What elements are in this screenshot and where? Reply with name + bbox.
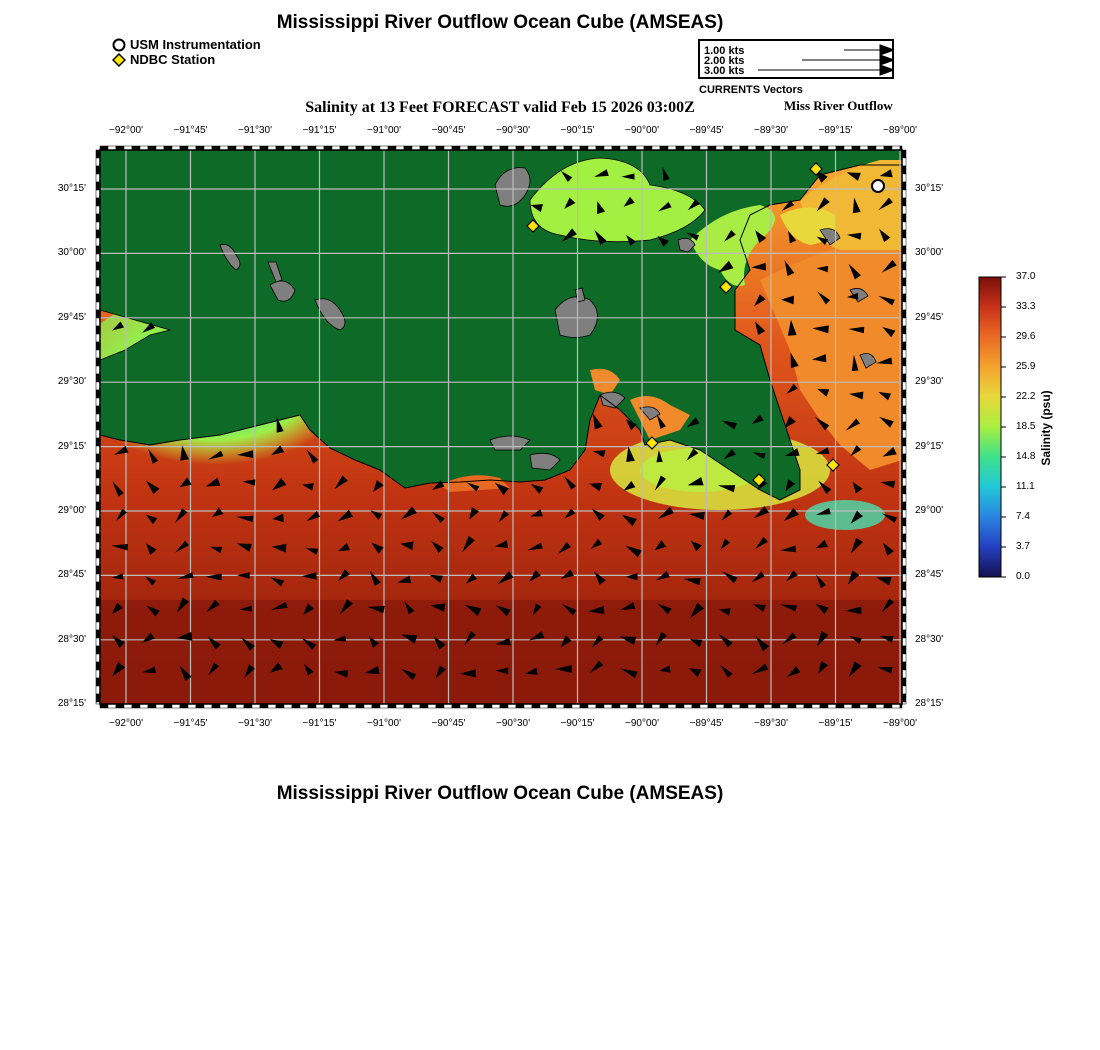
vector-key-row: 3.00 kts [704,65,745,77]
vector-key-row: 2.00 kts [704,55,745,67]
lon-tick-label: −89°00' [883,718,917,729]
lat-tick-label: 29°00' [57,505,86,516]
lat-tick-label: 30°00' [915,247,944,259]
lon-tick-label: −91°45' [173,718,208,729]
map-subtitle: Salinity at 13 Feet FORECAST valid Feb 15 2026 03:00Z [305,99,695,116]
lat-tick-label: 29°15' [915,440,944,452]
colorbar-title: Salinity (psu) [1039,390,1053,466]
lon-tick-label: −92°00' [109,718,143,729]
lon-tick-label: −90°30' [496,718,530,729]
colorbar-tick-label: 29.6 [1016,331,1036,342]
colorbar [970,270,1020,585]
lon-tick-label: −89°45' [689,718,724,729]
colorbar-tick-label: 0.0 [1016,571,1030,582]
lon-tick-label: −91°30' [238,718,272,729]
lon-tick-label: −90°30' [496,125,530,136]
lat-tick-label: 28°15' [57,698,86,710]
open-circle-icon [872,180,884,192]
lon-tick-label: −91°45' [173,125,208,136]
lat-tick-label: 28°45' [915,569,944,581]
colorbar-tick-label: 18.5 [1016,421,1036,432]
lon-tick-label: −91°30' [238,125,272,136]
lat-tick-label: 30°15' [57,183,86,194]
colorbar-tick-label: 11.1 [1016,481,1035,492]
colorbar-tick-label: 14.8 [1016,451,1036,462]
lon-tick-label: −91°00' [367,718,401,729]
map-title: Mississippi River Outflow Ocean Cube (AMSEAS) [276,12,724,33]
legend-ndbc-label: NDBC Station [130,52,216,67]
lon-tick-label: −89°30' [754,125,788,136]
region-label: Miss River Outflow [784,98,893,113]
lat-tick-label: 29°00' [915,505,944,516]
lat-tick-label: 29°45' [57,311,86,323]
colorbar-tick-label: 22.2 [1016,391,1036,402]
lon-tick-label: −90°00' [625,718,659,729]
lat-tick-label: 28°15' [915,698,944,710]
lat-tick-label: 28°30' [915,633,944,645]
lon-tick-label: −90°15' [560,718,595,729]
lat-tick-label: 29°45' [915,311,944,323]
colorbar-tick-label: 37.0 [1016,271,1036,282]
lon-tick-label: −91°15' [302,718,337,729]
map-title-2: Mississippi River Outflow Ocean Cube (AMSEAS) [276,783,724,804]
lat-tick-label: 28°45' [57,569,86,581]
lon-tick-label: −89°15' [818,718,853,729]
legend-usm-label: USM Instrumentation [130,37,261,52]
colorbar-tick-label: 3.7 [1016,541,1030,552]
lon-tick-label: −89°45' [689,125,724,136]
colorbar-tick-label: 7.4 [1016,511,1030,522]
lake-salvador [555,297,598,338]
lat-tick-label: 28°30' [57,633,86,645]
colorbar-tick-label: 25.9 [1016,361,1036,372]
map-field [75,150,902,704]
lat-tick-label: 29°30' [57,376,86,388]
vector-key-row: 1.00 kts [704,45,745,57]
lon-tick-label: −90°00' [625,125,659,136]
colorbar-tick-label: 33.3 [1016,301,1036,312]
lon-tick-label: −92°00' [109,125,143,136]
lat-tick-label: 29°30' [915,376,944,388]
lon-tick-label: −89°00' [883,125,917,136]
lat-tick-label: 30°00' [57,247,86,259]
lon-tick-label: −90°15' [560,125,595,136]
lon-tick-label: −90°45' [431,718,466,729]
lon-tick-label: −90°45' [431,125,466,136]
vector-key-caption: CURRENTS Vectors [699,84,803,96]
lon-tick-label: −91°15' [302,125,337,136]
lat-tick-label: 30°15' [915,183,944,194]
lat-tick-label: 29°15' [57,440,86,452]
lon-tick-label: −91°00' [367,125,401,136]
lon-tick-label: −89°15' [818,125,853,136]
lon-tick-label: −89°30' [754,718,788,729]
